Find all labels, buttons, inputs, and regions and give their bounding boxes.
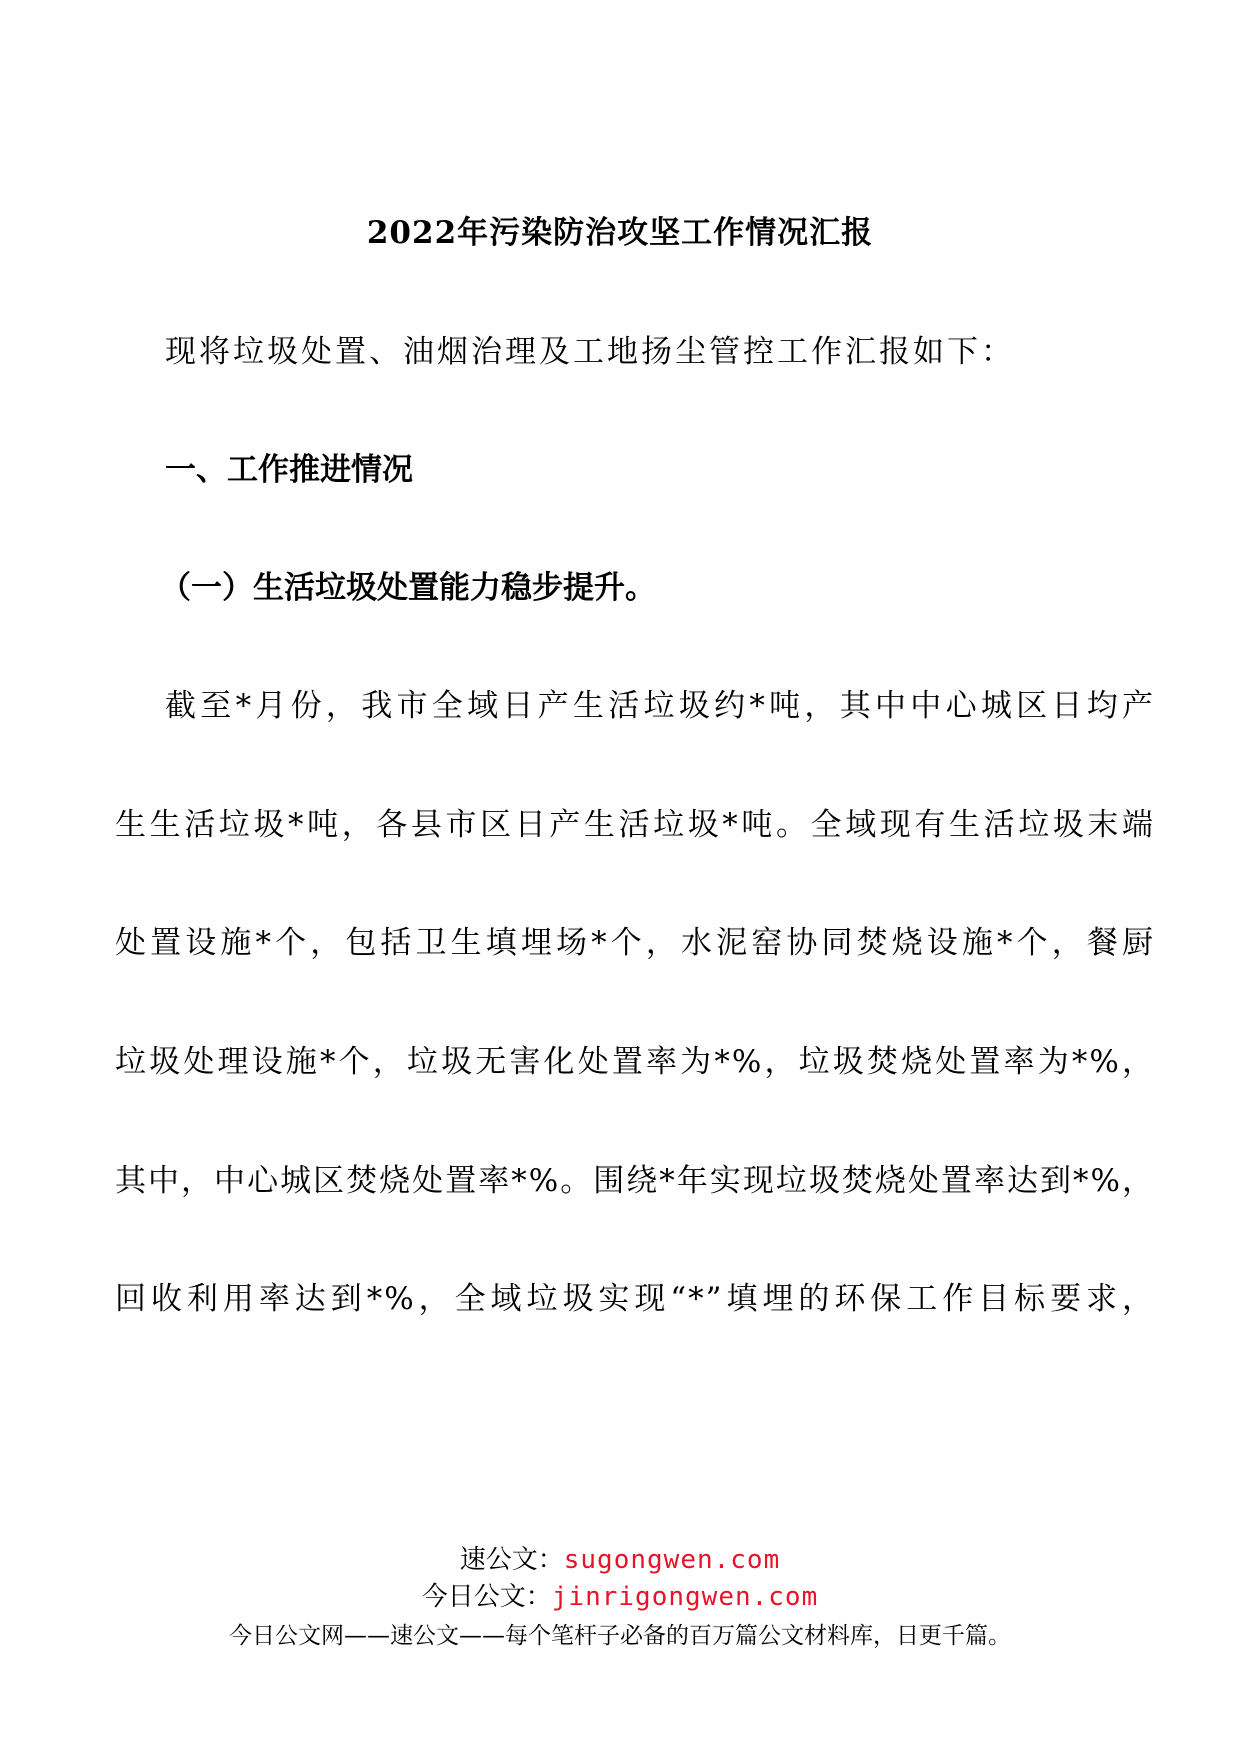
section-heading: 一、工作推进情况 (165, 452, 413, 488)
paragraph-line-4: 垃圾处理设施*个，垃圾无害化处置率为*%，垃圾焚烧处置率为*%， (115, 1044, 1155, 1080)
footer-label: 今日公文： (421, 1582, 552, 1612)
subsection-heading: （一）生活垃圾处置能力稳步提升。 (160, 570, 656, 606)
paragraph-line-3: 处置设施*个，包括卫生填埋场*个，水泥窑协同焚烧设施*个，餐厨 (115, 925, 1155, 961)
document-title: 2022年污染防治攻坚工作情况汇报 (366, 215, 874, 251)
intro-paragraph: 现将垃圾处置、油烟治理及工地扬尘管控工作汇报如下： (165, 334, 1015, 370)
footer-link-jinrigongwen[interactable]: jinrigongwen.com (551, 1582, 819, 1612)
paragraph-line-2: 生生活垃圾*吨，各县市区日产生活垃圾*吨。全域现有生活垃圾末端 (115, 807, 1155, 843)
paragraph-line-1: 截至*月份，我市全域日产生活垃圾约*吨，其中中心城区日均产 (165, 688, 1155, 724)
footer-line-sugongwen (0, 1544, 1240, 1576)
footer-link-sugongwen[interactable]: sugongwen.com (563, 1545, 781, 1575)
paragraph-line-6: 回收利用率达到*%，全域垃圾实现“*”填埋的环保工作目标要求， (115, 1281, 1155, 1317)
paragraph-line-5: 其中，中心城区焚烧处置率*%。围绕*年实现垃圾焚烧处置率达到*%， (115, 1163, 1155, 1199)
footer-label: 速公文： (459, 1545, 564, 1575)
footer-line-jinrigongwen (0, 1581, 1240, 1613)
footer-tagline: 今日公文网——速公文——每个笔杆子必备的百万篇公文材料库，日更千篇。 (229, 1623, 1011, 1649)
